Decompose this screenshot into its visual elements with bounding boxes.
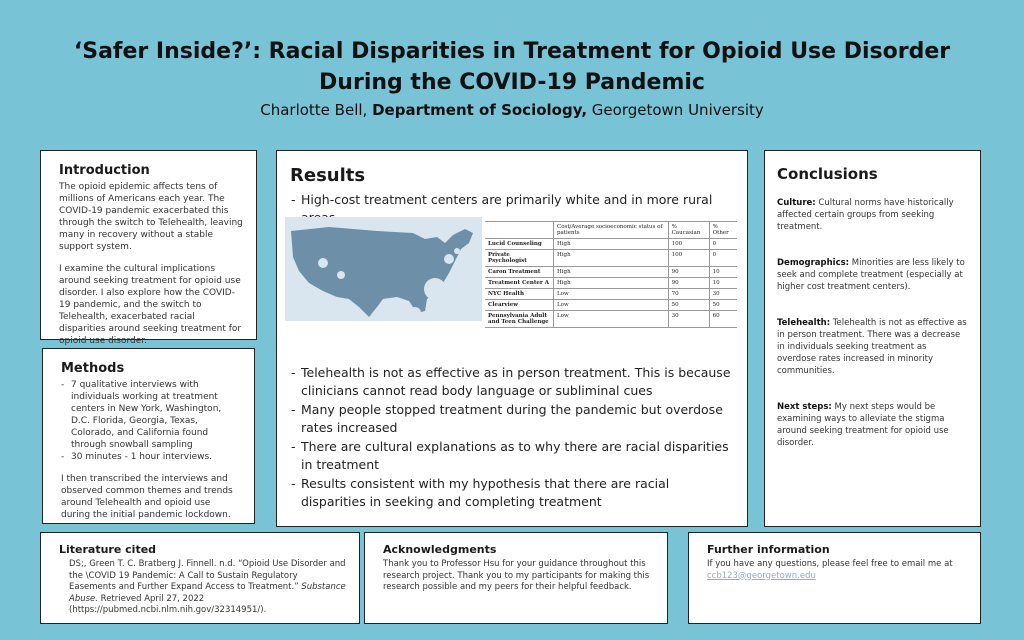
table-cell: 90 <box>668 267 709 278</box>
table-row <box>485 300 737 311</box>
conclusion-label: Demographics: <box>777 258 850 268</box>
methods-paragraph: I then transcribed the interviews and observed common themes and trends around Telehealth and opioid use during the initial pandemic lockdown. <box>61 474 233 520</box>
citation-journal: Substance Abuse. <box>69 582 346 604</box>
further-info-heading: Further information <box>707 543 830 556</box>
acknowledgments-heading: Acknowledgments <box>383 543 497 556</box>
map-marker <box>424 278 446 300</box>
table-header-cell: % Caucasian <box>668 222 709 239</box>
table-cell: Low <box>554 311 669 328</box>
methods-panel <box>42 348 255 524</box>
table-cell: Lucid Counseling <box>485 239 554 250</box>
table-cell: Caron Treatment <box>485 267 554 278</box>
further-info-panel <box>688 532 981 624</box>
citation-text-end: Retrieved April 27, 2022 (https://pubmed.ncbi.nlm.nih.gov/32314951/). <box>69 593 267 615</box>
conclusion-item <box>777 197 968 233</box>
table-cell: 70 <box>668 289 709 300</box>
conclusion-item <box>777 257 968 293</box>
table-header-cell <box>485 222 554 239</box>
table-cell: 50 <box>709 300 737 311</box>
table-cell: Treatment Center A <box>485 278 554 289</box>
map-marker <box>454 248 460 254</box>
methods-item: - 30 minutes - 1 hour interviews. <box>61 451 242 463</box>
table-cell: Clearview <box>485 300 554 311</box>
conclusion-label: Telehealth: <box>777 318 831 328</box>
introduction-body <box>59 181 244 347</box>
methods-body <box>61 379 242 521</box>
table-cell: 100 <box>668 250 709 267</box>
table-cell: 100 <box>668 239 709 250</box>
us-map-figure <box>285 217 482 321</box>
results-bullet: - Telehealth is not as effective as in person treatment. This is because clinicians cannot read body language or subliminal cues <box>291 364 731 400</box>
email-link[interactable]: ccb123@georgetown.edu <box>707 570 816 581</box>
conclusion-label: Culture: <box>777 198 816 208</box>
table-cell: NYC Health <box>485 289 554 300</box>
table-header-cell: % Other <box>709 222 737 239</box>
literature-citation <box>59 559 347 617</box>
conclusion-label: Next steps: <box>777 402 832 412</box>
poster-author-line <box>0 101 1024 119</box>
author-university: Georgetown University <box>591 101 764 119</box>
introduction-paragraph-1: The opioid epidemic affects tens of millions of Americans each year. The COVID-19 pandemic exacerbated this through the switch to Telehealth, leaving many in recovery without a stable support system. <box>59 182 243 252</box>
table-row <box>485 267 737 278</box>
table-cell: 10 <box>709 267 737 278</box>
table-cell: High <box>554 278 669 289</box>
table-cell: Low <box>554 289 669 300</box>
table-cell: 30 <box>709 289 737 300</box>
table-cell: 50 <box>668 300 709 311</box>
table-header-cell: Cost/Average socioeconomic status of patients <box>554 222 669 239</box>
map-marker <box>409 307 421 319</box>
acknowledgments-text: Thank you to Professor Hsu for your guidance throughout this research project. Thank you to my participants for making this research possible and my peers for their helpful feedback. <box>383 559 650 592</box>
literature-panel <box>40 532 360 624</box>
results-panel <box>276 150 748 527</box>
table-cell: High <box>554 250 669 267</box>
table-row <box>485 239 737 250</box>
table-cell: 0 <box>709 239 737 250</box>
map-marker <box>318 258 328 268</box>
results-list <box>291 364 731 512</box>
introduction-paragraph-2: I examine the cultural implications around seeking treatment for opioid use disorder. I also explore how the COVID-19 pandemic, and the switch to Telehealth, exacerbated racial disparities around seeking treatment for opioid use disorder. <box>59 264 242 346</box>
table-header-row <box>485 222 737 239</box>
table-cell: Private Psychologist <box>485 250 554 267</box>
conclusion-text: My next steps would be examining ways to alleviate the stigma around seeking treatment for opioid use disorder. <box>777 402 949 448</box>
results-bullet: - There are cultural explanations as to why there are racial disparities in treatment <box>291 438 731 474</box>
table-cell: 30 <box>668 311 709 328</box>
methods-list <box>61 379 242 463</box>
author-department: Department of Sociology, <box>372 101 588 119</box>
table-row <box>485 289 737 300</box>
treatment-centers-table <box>485 221 737 328</box>
results-bullet: - High-cost treatment centers are primarily white and in more rural <box>291 191 731 227</box>
literature-heading: Literature cited <box>59 543 157 556</box>
further-info-sentence: If you have any questions, please feel free to email me at <box>707 559 953 569</box>
acknowledgments-panel <box>364 532 668 624</box>
conclusion-text: Minorities are less likely to seek and complete treatment (especially at higher cost treatment centers). <box>777 258 965 292</box>
table-cell: 90 <box>668 278 709 289</box>
table-row <box>485 278 737 289</box>
table-row <box>485 250 737 267</box>
table-cell: 60 <box>709 311 737 328</box>
results-bullet: - Results consistent with my hypothesis that there are racial disparities in seeking and completing treatment <box>291 475 731 511</box>
table-cell: High <box>554 267 669 278</box>
poster-title: ‘Safer Inside?’: Racial Disparities in Treatment for Opioid Use Disorder During the COVID-19 Pandemic <box>73 39 951 95</box>
table-cell: 0 <box>709 250 737 267</box>
table-cell: 10 <box>709 278 737 289</box>
conclusion-item <box>777 317 968 377</box>
further-info-text <box>707 559 968 582</box>
citation-text: DS;, Green T. C. Bratberg J. Finnell. n.d. “Opioid Use Disorder and the \COVID 19 Pandemic: A Call to Sustain Regulatory Easements and Further Expand Access to Treatment.” <box>69 559 346 592</box>
conclusions-list <box>777 197 968 449</box>
introduction-panel <box>40 150 257 346</box>
methods-heading: Methods <box>61 361 125 376</box>
map-marker <box>444 254 454 264</box>
conclusions-panel <box>764 150 981 527</box>
map-marker <box>337 271 345 279</box>
methods-item: - 7 qualitative interviews with individuals working at treatment centers in New York, Washington, D.C. Florida, Georgia, Texas, Colorado, and California found through snowball sampling <box>61 379 242 451</box>
results-heading: Results <box>290 165 366 186</box>
introduction-heading: Introduction <box>59 163 150 178</box>
table-cell: Low <box>554 300 669 311</box>
table-cell: Pennsylvania Adult and Teen Challenge <box>485 311 554 328</box>
conclusions-heading: Conclusions <box>777 165 878 183</box>
conclusion-text: Telehealth is not as effective as in person treatment. There was a decrease in individuals seeking treatment as overdose rates increased in minority communities. <box>777 318 967 376</box>
table-row <box>485 311 737 328</box>
table-cell: High <box>554 239 669 250</box>
conclusion-text: Cultural norms have historically affected certain groups from seeking treatment. <box>777 198 954 232</box>
conclusion-item <box>777 401 968 449</box>
author-name: Charlotte Bell, <box>260 101 368 119</box>
results-bullet: - Many people stopped treatment during the pandemic but overdose rates increased <box>291 401 731 437</box>
